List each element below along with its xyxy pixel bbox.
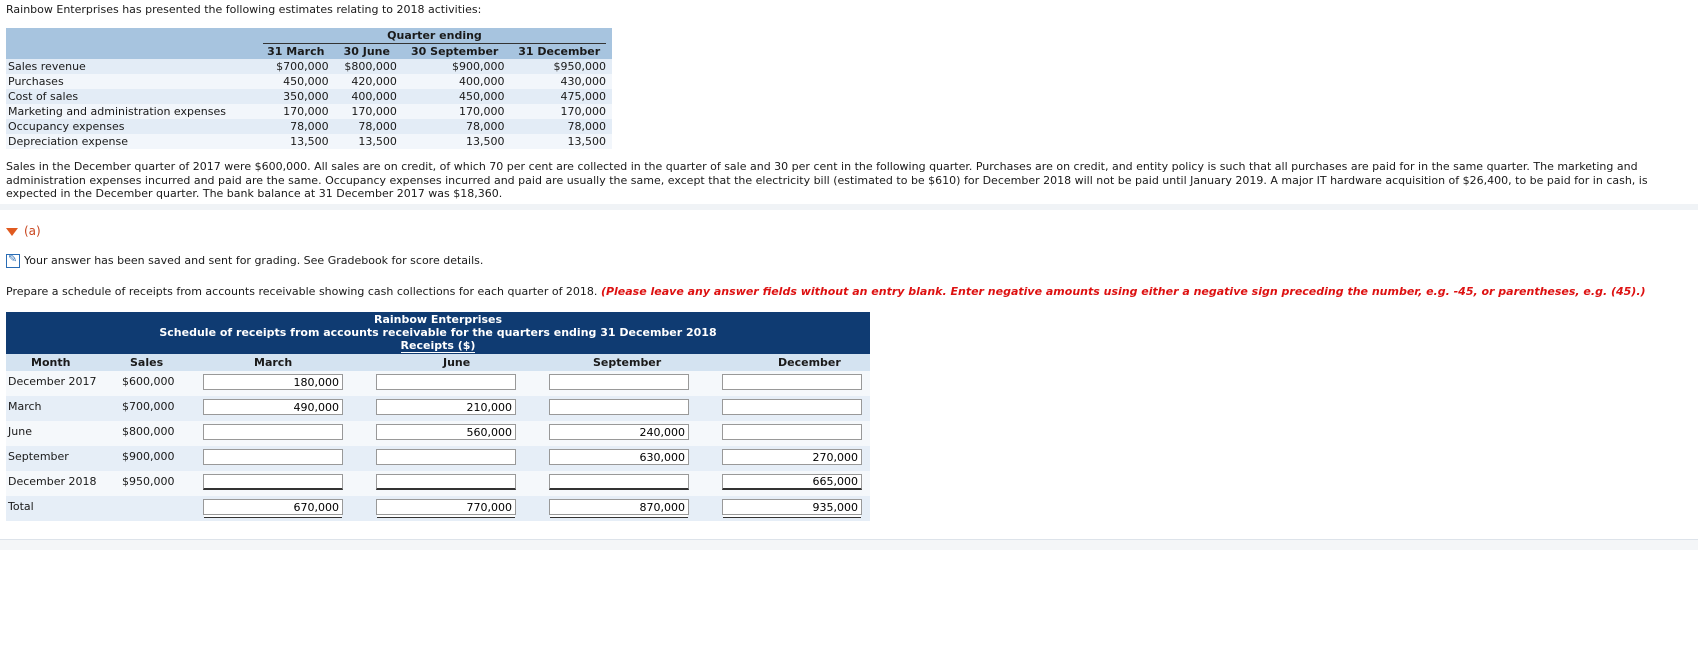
total-row: Total 670,000 770,000 870,000 935,000 <box>6 496 870 521</box>
table-row: December 2017 $600,000 180,000 <box>6 371 870 396</box>
schedule-header <box>6 312 870 354</box>
est-col-header: 30 September <box>403 44 511 59</box>
table-row: December 2018 $950,000 665,000 <box>6 471 870 496</box>
column-headers: Month Sales March June September December <box>6 354 870 371</box>
total-input[interactable] <box>376 499 516 515</box>
receipt-input[interactable] <box>722 449 862 465</box>
receipt-input[interactable] <box>722 374 862 390</box>
receipt-input[interactable] <box>376 374 516 390</box>
receipt-input[interactable] <box>722 399 862 415</box>
receipt-input[interactable] <box>203 424 343 440</box>
table-row: Occupancy expenses 78,000 78,000 78,000 78,000 <box>6 119 612 134</box>
receipt-input[interactable] <box>722 424 862 440</box>
receipts-heading: Receipts ($) <box>400 339 476 352</box>
table-row: March $700,000 490,000 210,000 <box>6 396 870 421</box>
collapse-triangle-icon <box>6 228 18 236</box>
total-input[interactable] <box>203 499 343 515</box>
company-name: Rainbow Enterprises <box>373 313 503 326</box>
receipt-input[interactable] <box>549 399 689 415</box>
receipt-input[interactable] <box>203 399 343 415</box>
receipt-input[interactable] <box>376 424 516 440</box>
problem-paragraph: Sales in the December quarter of 2017 were $600,000. All sales are on credit, of which 70 per cent are collected in the quarter of sale and 30 per cent in the following quarter. Purchases are on credit, and entity policy is such that all purchases are paid for in the same quarter. The marketing and administration expenses incurred and paid are the same. Occupancy expenses incurred and paid are usually the same, except that the electricity bill (estimated to be $610) for December 2018 will not be paid until January 2019. A major IT hardware acquisition of $26,400, to be paid for in cash, is expected in the December quarter. The bank balance at 31 December 2017 was $18,360. <box>6 160 1648 200</box>
receipt-input[interactable] <box>549 474 689 490</box>
est-col-header: 31 December <box>510 44 612 59</box>
receipt-input[interactable] <box>203 474 343 490</box>
table-row: Cost of sales 350,000 400,000 450,000 475,000 <box>6 89 612 104</box>
instruction-text: Prepare a schedule of receipts from accounts receivable showing cash collections for each quarter of 2018. (Please leave any answer fields without an entry blank. Enter negative amounts using either a negative sign preceding the number, e.g. -45, or parentheses, e.g. (45).) <box>6 285 1646 298</box>
receipt-input[interactable] <box>549 449 689 465</box>
quarter-heading: Quarter ending <box>261 28 612 44</box>
est-col-header: 31 March <box>261 44 335 59</box>
table-row: September $900,000 630,000 270,000 <box>6 446 870 471</box>
section-divider <box>0 539 1698 550</box>
total-input[interactable] <box>549 499 689 515</box>
edit-icon <box>6 254 20 268</box>
receipt-input[interactable] <box>549 374 689 390</box>
table-row: Marketing and administration expenses 170,000 170,000 170,000 170,000 <box>6 104 612 119</box>
receipt-input[interactable] <box>203 374 343 390</box>
est-col-header: 30 June <box>335 44 403 59</box>
section-divider <box>0 204 1698 210</box>
receipt-input[interactable] <box>376 399 516 415</box>
intro-text: Rainbow Enterprises has presented the following estimates relating to 2018 activities: <box>6 3 482 16</box>
saved-notice: ✎Your answer has been saved and sent for grading. See Gradebook for score details. <box>6 254 483 268</box>
schedule-title: Schedule of receipts from accounts receivable for the quarters ending 31 December 2018 <box>159 326 717 339</box>
table-row: Depreciation expense 13,500 13,500 13,500 13,500 <box>6 134 612 149</box>
table-row: Purchases 450,000 420,000 400,000 430,000 <box>6 74 612 89</box>
part-a-toggle[interactable]: (a) <box>6 224 41 238</box>
table-row: June $800,000 560,000 240,000 <box>6 421 870 446</box>
receipt-input[interactable] <box>722 474 862 490</box>
receipt-input[interactable] <box>549 424 689 440</box>
table-row: Sales revenue $700,000 $800,000 $900,000 $950,000 <box>6 59 612 74</box>
receipts-schedule <box>6 312 870 521</box>
receipt-input[interactable] <box>376 449 516 465</box>
estimates-table <box>6 28 612 149</box>
receipt-input[interactable] <box>376 474 516 490</box>
receipt-input[interactable] <box>203 449 343 465</box>
total-input[interactable] <box>722 499 862 515</box>
